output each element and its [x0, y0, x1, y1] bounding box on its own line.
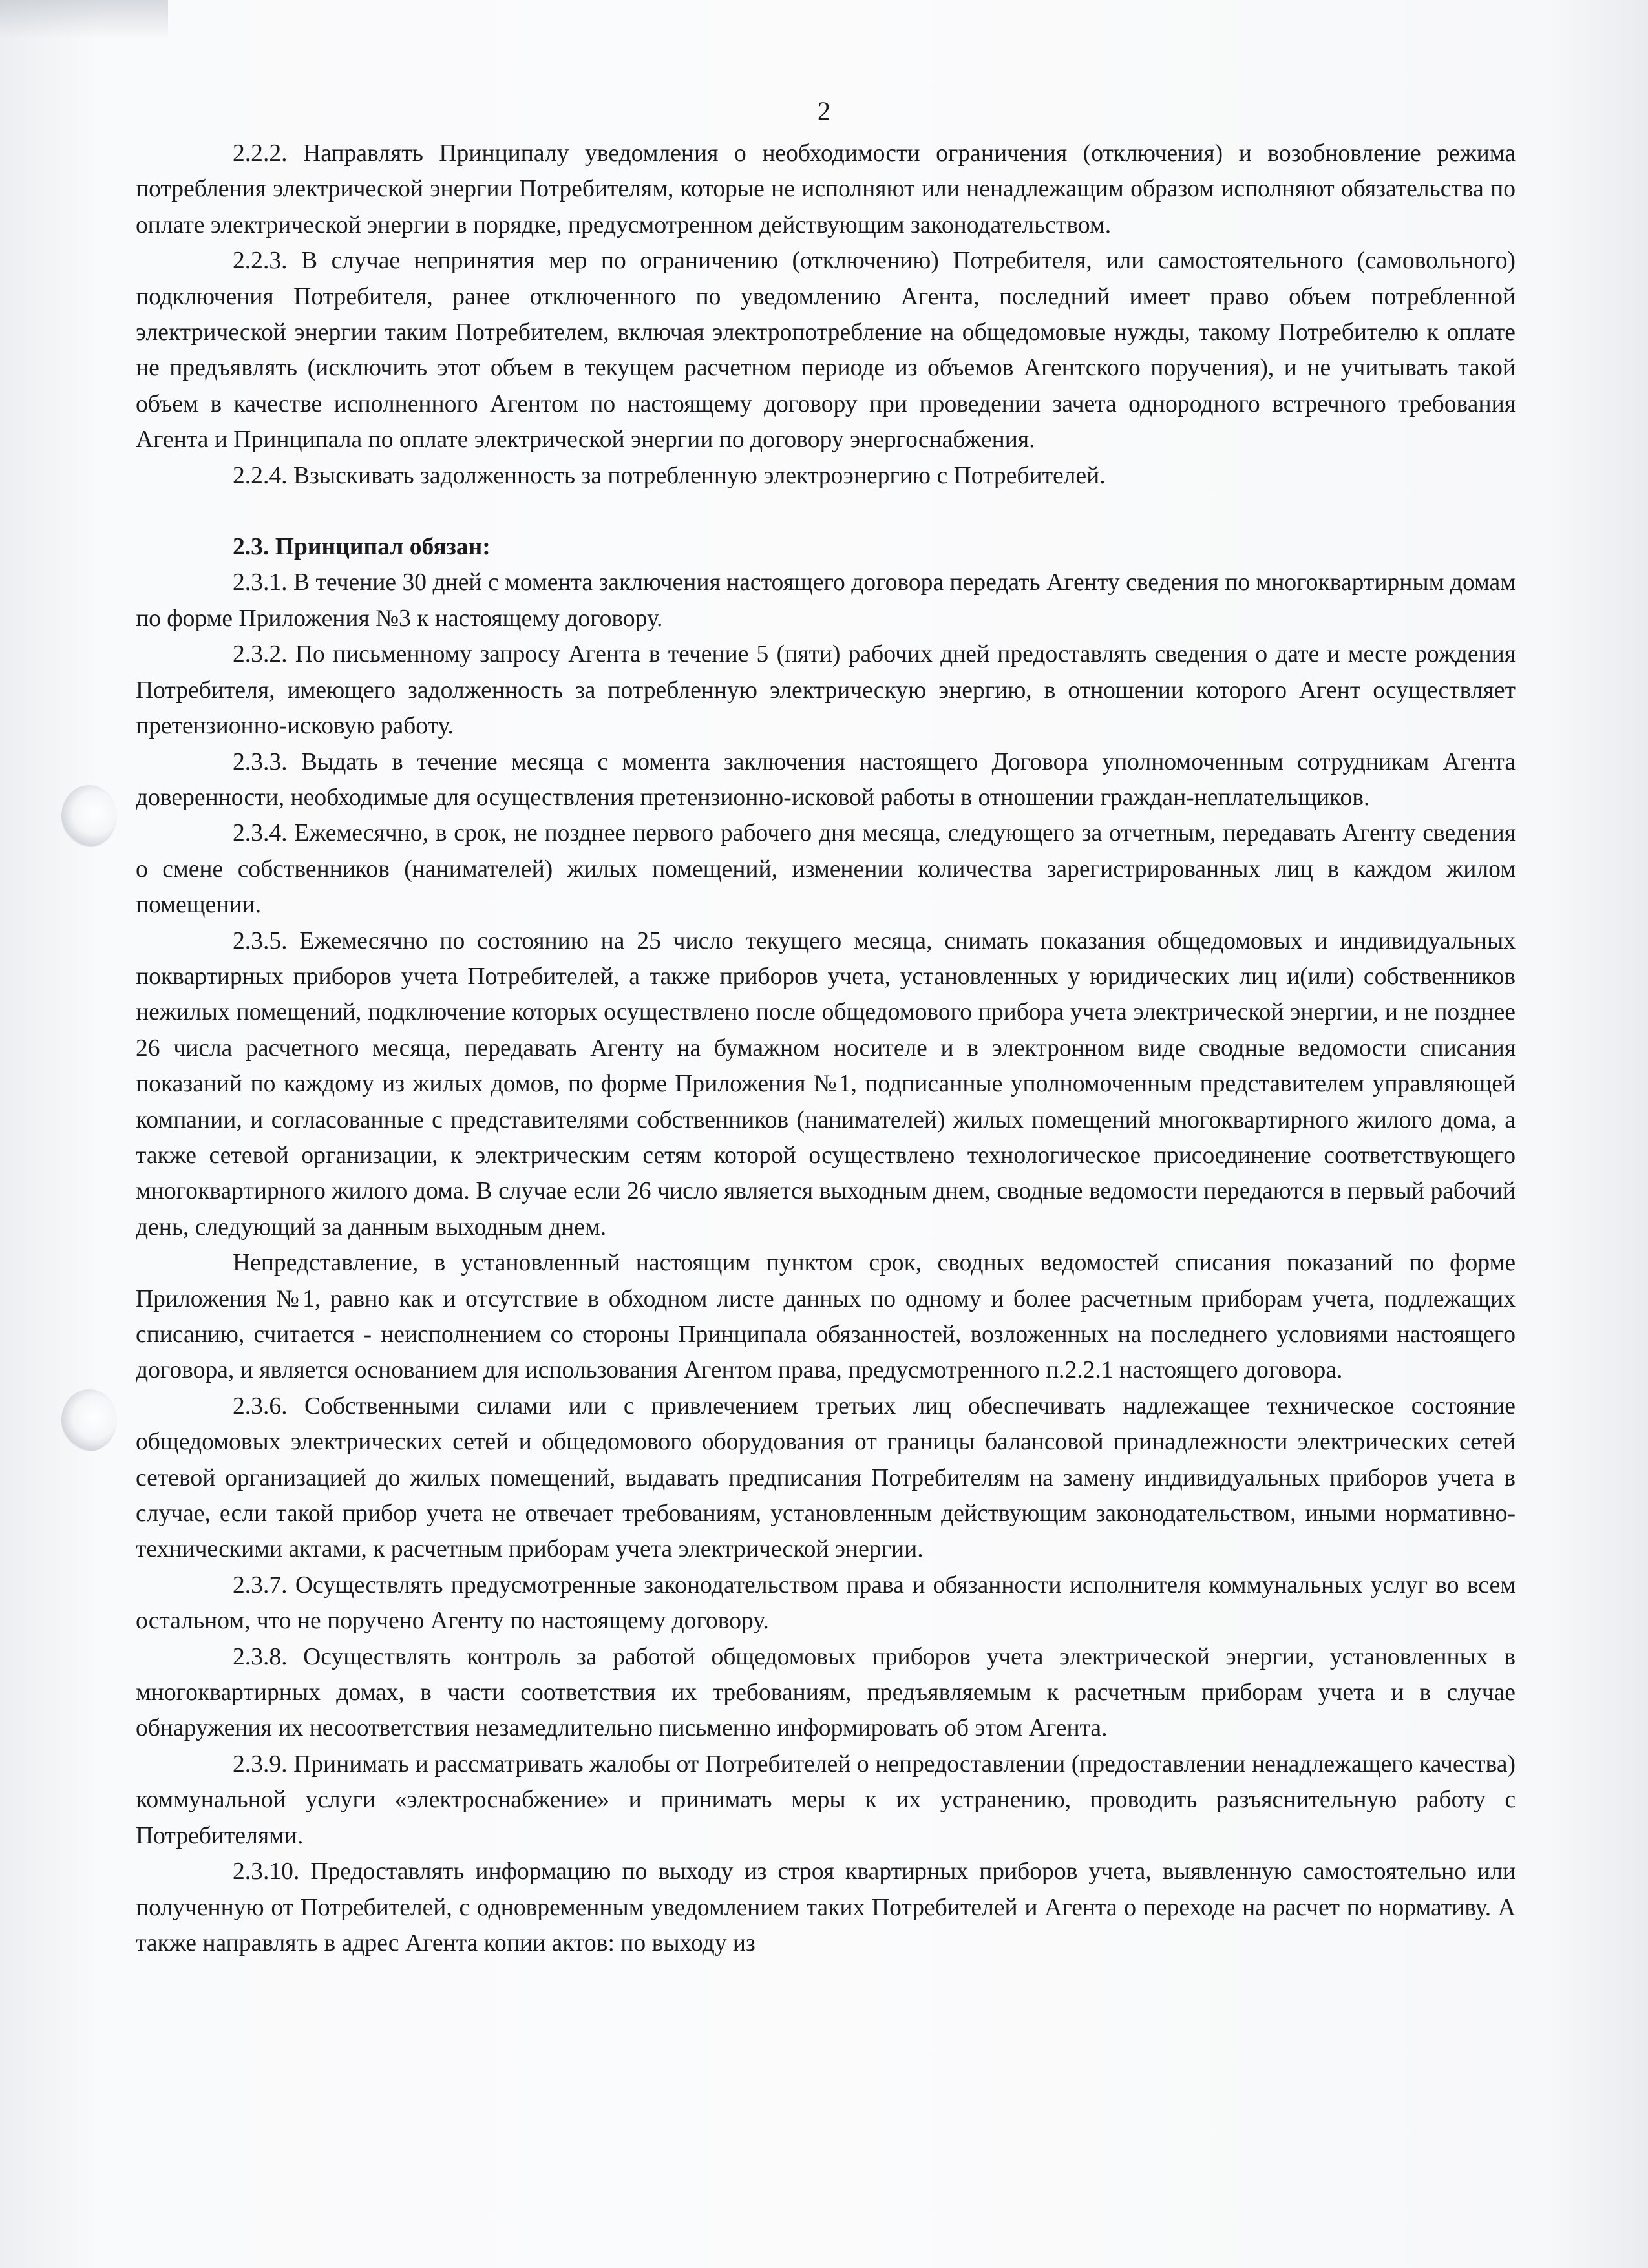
document-body — [136, 136, 1516, 1961]
page-number: 2 — [818, 96, 830, 125]
section-heading-text: 2.3. Принципал обязан: — [233, 534, 491, 561]
paragraph-2-3-6: 2.3.6. Собственными силами или с привлечением третьих лиц обеспечивать надлежащее техническое состояние общедомовых электрических сетей и общедомового оборудования от границы балансовой принадлежности электрических сетей сетевой организацией до жилых помещений, выдавать предписания Потребителям на замену индивидуальных приборов учета в случае, если такой прибор учета не отвечает требованиям, установленным действующим законодательством, иными нормативно-техническими актами, к расчетным приборам учета электрической энергии. — [136, 1392, 1516, 1563]
paragraph-2-3-5: 2.3.5. Ежемесячно по состоянию на 25 число текущего месяца, снимать показания общедомовых и индивидуальных поквартирных приборов учета Потребителей, а также приборов учета, установленных у юридических лиц и(или) собственников нежилых помещений, подключение которых осуществлено после общедомового прибора учета электрической энергии, и не позднее 26 числа расчетного месяца, передавать Агенту на бумажном носителе и в электронном виде сводные ведомости списания показаний по каждому из жилых домов, по форме Приложения №1, подписанные уполномоченным представителем управляющей компании, и согласованные с представителями собственников (нанимателей) жилых помещений многоквартирного жилого дома, а также сетевой организации, к электрическим сетям которой осуществлено технологическое присоединение соответствующего многоквартирного жилого дома. В случае если 26 число является выходным днем, сводные ведомости передаются в первый рабочий день, следующий за данным выходным днем. — [136, 927, 1516, 1241]
paragraph-non-submission: Непредставление, в установленный настоящим пунктом срок, сводных ведомостей списания показаний по форме Приложения №1, равно как и отсутствие в обходном листе данных по одному и более расчетным приборам учета, подлежащих списанию, считается - неисполнением со стороны Принципала обязанностей, возложенных на последнего условиями настоящего договора, и является основанием для использования Агентом права, предусмотренного п.2.2.1 настоящего договора. — [136, 1250, 1516, 1384]
paragraph-2-3-2: 2.3.2. По письменному запросу Агента в течение 5 (пяти) рабочих дней предоставлять сведения о дате и месте рождения Потребителя, имеющего задолженность за потребленную электрическую энергию, в отношении которого Агент осуществляет претензионно-исковую работу. — [136, 641, 1516, 740]
page-edge-shadow — [0, 0, 168, 39]
section-heading-2-3 — [136, 529, 1516, 565]
paragraph-2-3-7: 2.3.7. Осуществлять предусмотренные законодательством права и обязанности исполнителя коммунальных услуг во всем остальном, что не поручено Агенту по настоящему договору. — [136, 1571, 1516, 1635]
punch-hole-top — [61, 785, 117, 847]
paragraph-2-3-9: 2.3.9. Принимать и рассматривать жалобы от Потребителей о непредоставлении (предоставлении ненадлежащего качества) коммунальной услуги «электроснабжение» и принимать меры к их устранению, проводить разъяснительную работу с Потребителями. — [136, 1750, 1516, 1849]
paragraph-2-2-3: 2.2.3. В случае непринятия мер по ограничению (отключению) Потребителя, или самостоятельного (самовольного) подключения Потребителя, ранее отключенного по уведомлению Агента, последний имеет право объем потребленной электрической энергии таким Потребителем, включая электропотребление на общедомовые нужды, такому Потребителю к оплате не предъявлять (исключить этот объем в текущем расчетном периоде из объемов Агентского поручения), и не учитывать такой объем в качестве исполненного Агентом по настоящему договору при проведении зачета однородного встречного требования Агента и Принципала по оплате электрической энергии по договору энергоснабжения. — [136, 247, 1516, 454]
punch-hole-bottom — [61, 1389, 117, 1451]
paragraph-2-2-2: 2.2.2. Направлять Принципалу уведомления о необходимости ограничения (отключения) и возобновление режима потребления электрической энергии Потребителям, которые не исполняют или ненадлежащим образом исполняют обязательства по оплате электрической энергии в порядке, предусмотренном действующим законодательством. — [136, 140, 1516, 238]
paragraph-2-2-4: 2.2.4. Взыскивать задолженность за потребленную электроэнергию с Потребителей. — [233, 462, 1106, 489]
paragraph-2-3-8: 2.3.8. Осуществлять контроль за работой общедомовых приборов учета электрической энергии, установленных в многоквартирных домах, в части соответствия их требованиям, предъявляемым к расчетным приборам учета и в случае обнаружения их несоответствия незамедлительно письменно информировать об этом Агента. — [136, 1643, 1516, 1742]
paragraph-2-3-4: 2.3.4. Ежемесячно, в срок, не позднее первого рабочего дня месяца, следующего за отчетным, передавать Агенту сведения о смене собственников (нанимателей) жилых помещений, изменении количества зарегистрированных лиц в каждом жилом помещении. — [136, 820, 1516, 919]
paragraph-2-3-3: 2.3.3. Выдать в течение месяца с момента заключения настоящего Договора уполномоченным сотрудникам Агента доверенности, необходимые для осуществления претензионно-исковой работы в отношении граждан-неплательщиков. — [136, 748, 1516, 811]
paragraph-2-3-10: 2.3.10. Предоставлять информацию по выходу из строя квартирных приборов учета, выявленную самостоятельно или полученную от Потребителей, с одновременным уведомлением таких Потребителей и Агента о переходе на расчет по нормативу. А также направлять в адрес Агента копии актов: по выходу из — [136, 1858, 1516, 1957]
paragraph-2-3-1: 2.3.1. В течение 30 дней с момента заключения настоящего договора передать Агенту сведения по многоквартирным домам по форме Приложения №3 к настоящему договору. — [136, 569, 1516, 632]
